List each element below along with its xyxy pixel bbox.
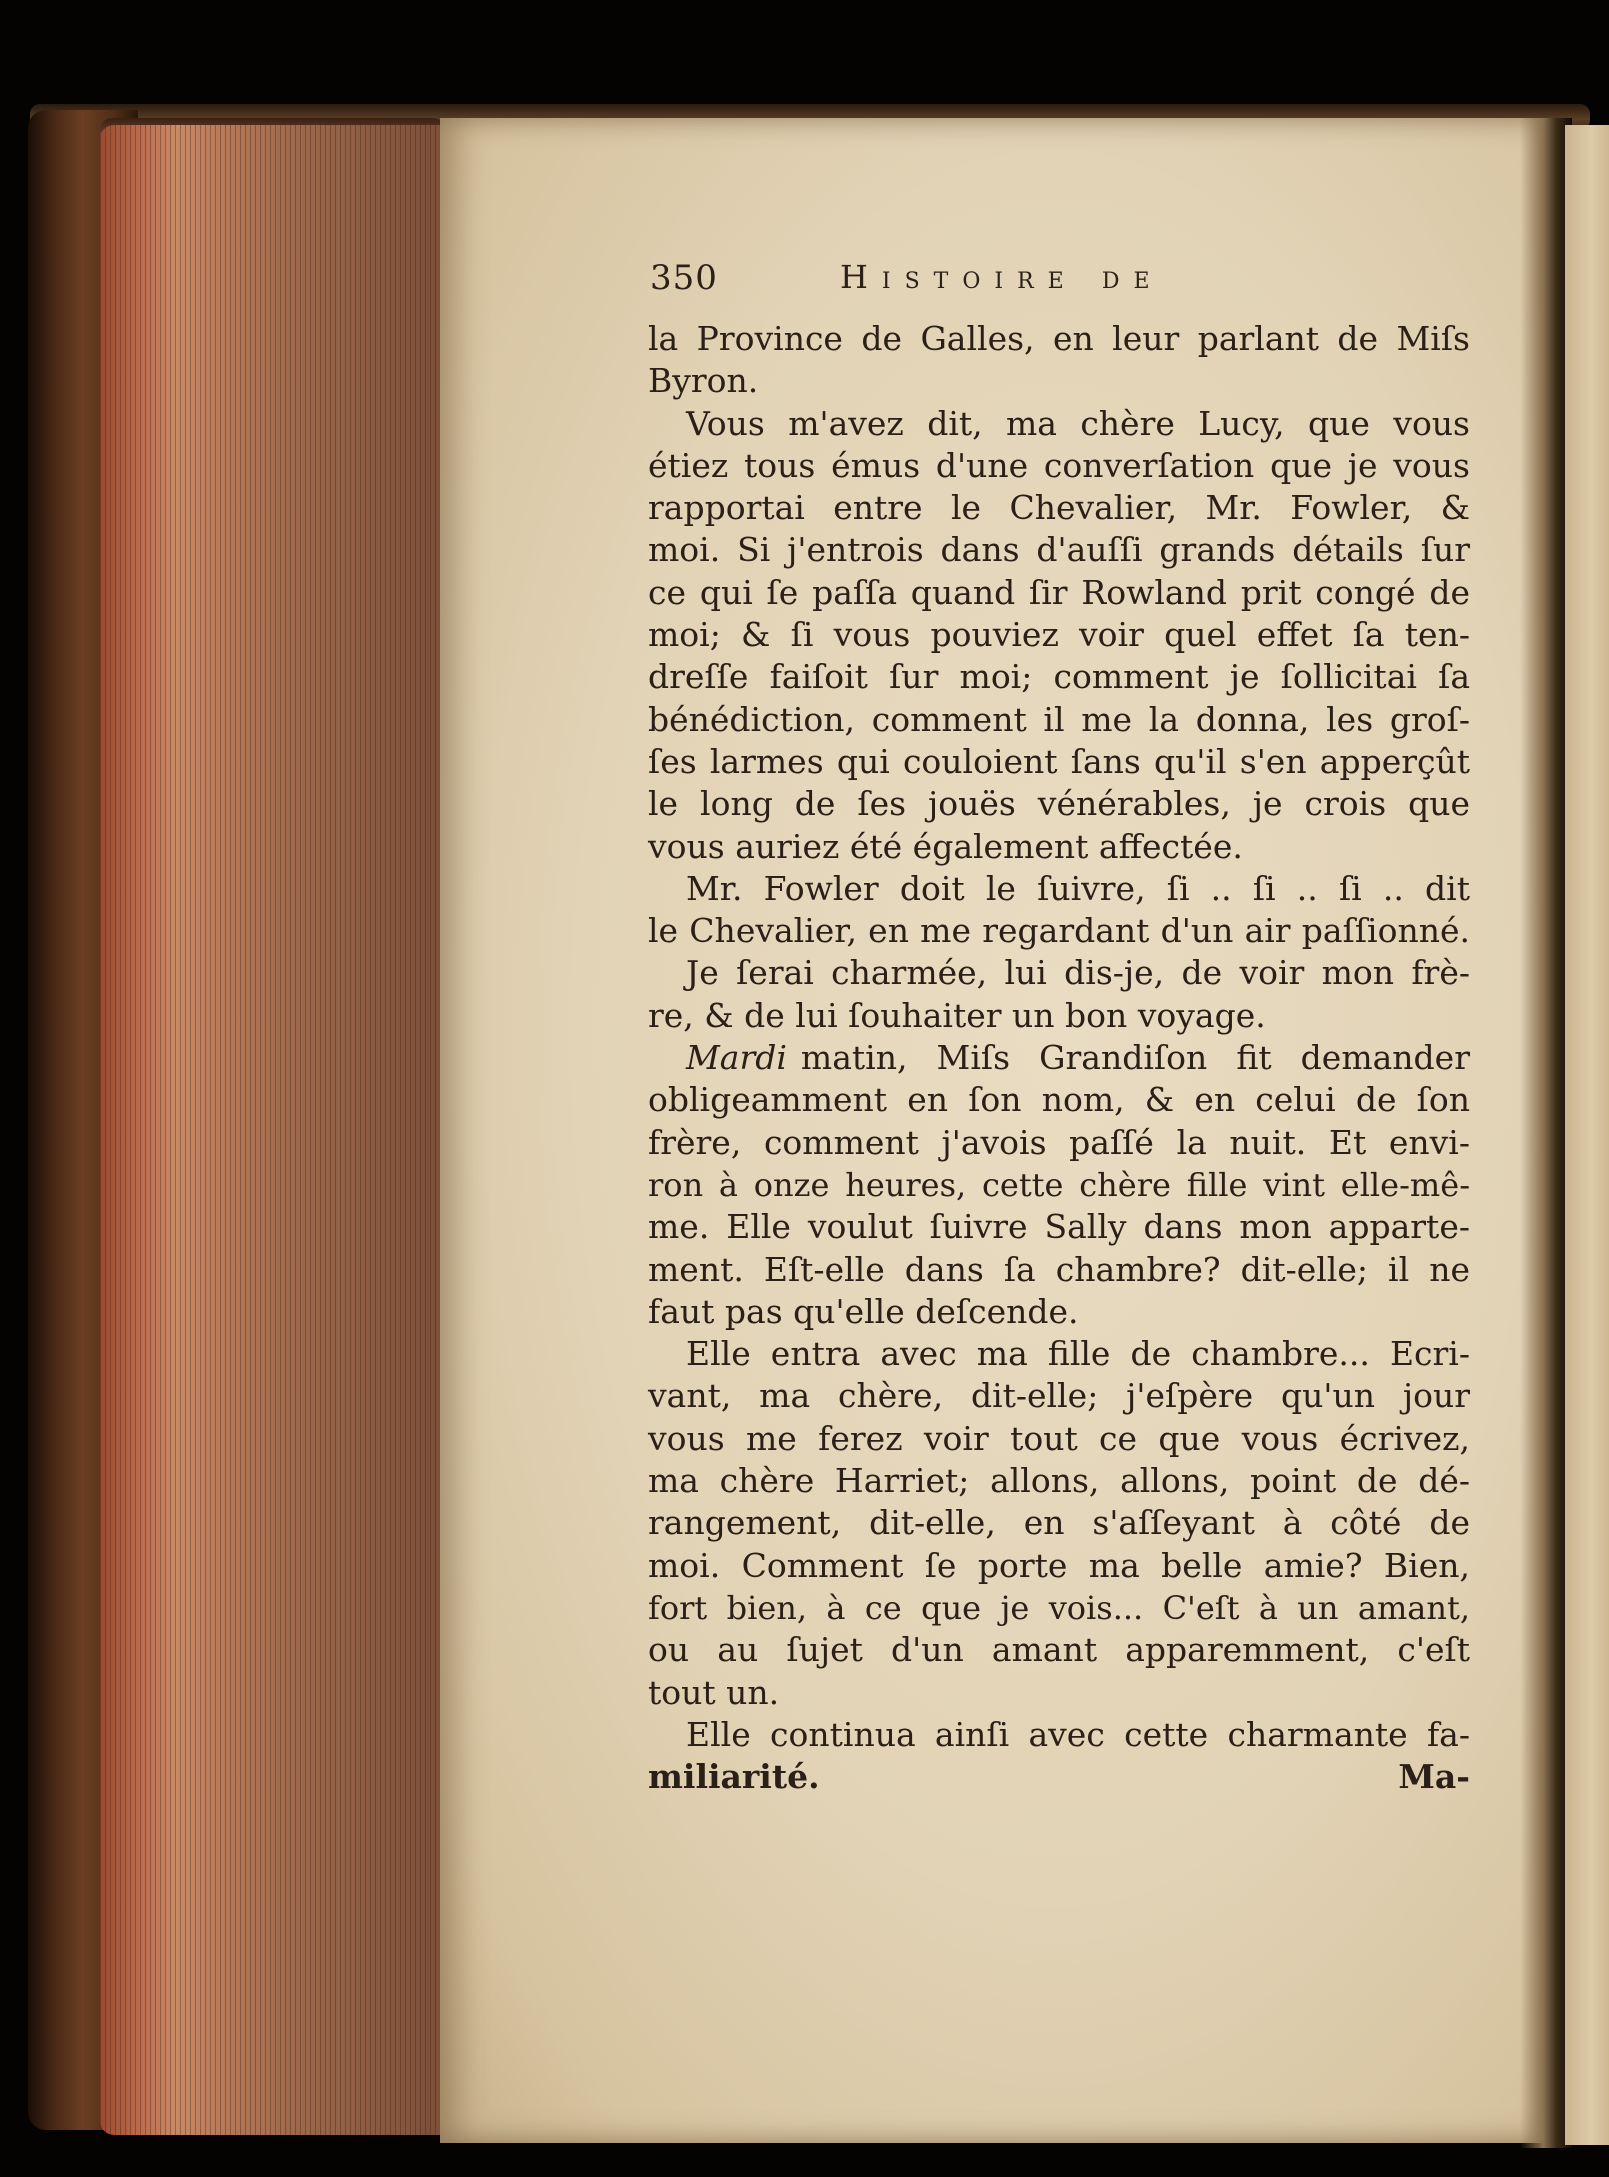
text-line: ſes larmes qui couloient ſans qu'il s'en apperçût (648, 741, 1470, 781)
facing-page-edge (1565, 125, 1609, 2145)
text-line: étiez tous émus d'une converſation que je vous (648, 445, 1470, 485)
text-line: Elle entra avec ma fille de chambre... Ecri- (686, 1334, 1470, 1374)
text-line (648, 1037, 1470, 1079)
text-line: moi. Comment ſe porte ma belle amie? Bien, (648, 1545, 1470, 1585)
text-line: re, & de lui ſouhaiter un bon voyage. (648, 995, 1266, 1035)
text-line: me. Elle voulut ſuivre Sally dans mon apparte- (648, 1207, 1470, 1247)
text-line: ou au ſujet d'un amant apparemment, c'eſt (648, 1630, 1470, 1670)
text-line: ron à onze heures, cette chère fille vint elle-mê- (648, 1165, 1470, 1204)
text-line: vous auriez été également affectée. (648, 826, 1243, 866)
page-header (650, 258, 1315, 308)
text-line: moi. Si j'entrois dans d'auſſi grands détails ſur (648, 530, 1470, 570)
text-line: rangement, dit-elle, en s'aſſeyant à côté de (648, 1503, 1470, 1543)
text-line: rapportai entre le Chevalier, Mr. Fowler, & (648, 488, 1470, 528)
text-line-rest: matin, Miſs Grandiſon fit demander (800, 1038, 1470, 1078)
running-title: Histoire de (840, 258, 1164, 296)
page-number: 350 (650, 258, 718, 298)
page-edges (100, 125, 445, 2135)
text-line: ment. Eſt-elle dans ſa chambre? dit-elle; il ne (648, 1249, 1470, 1289)
text-line-start: miliarité. (648, 1757, 820, 1797)
text-line: moi; & ſi vous pouviez voir quel effet ſa ten- (648, 615, 1470, 655)
text-line: vous me ferez voir tout ce que vous écrivez, (648, 1418, 1470, 1458)
text-line: ce qui ſe paſſa quand ſir Rowland prit congé de (648, 572, 1470, 612)
text-line: Vous m'avez dit, ma chère Lucy, que vous (686, 403, 1470, 443)
text-line: Byron. (648, 361, 759, 401)
catchword: Ma- (1398, 1757, 1470, 1797)
text-line: la Province de Galles, en leur parlant de Miſs (648, 319, 1470, 358)
text-line: dreſſe faiſoit ſur moi; comment je ſollicitai ſa (648, 657, 1470, 697)
text-line: le Chevalier, en me regardant d'un air paſſionné. (648, 911, 1470, 951)
text-line: bénédiction, comment il me la donna, les groſ- (648, 699, 1470, 739)
text-line: Je ſerai charmée, lui dis-je, de voir mon frè- (686, 953, 1470, 993)
text-line: obligeamment en ſon nom, & en celui de ſon (648, 1080, 1470, 1120)
text-line: Mr. Fowler doit le ſuivre, ſi .. ſi .. ſi .. dit (686, 868, 1470, 908)
text-line: tout un. (648, 1672, 780, 1712)
text-line (648, 1756, 1470, 1798)
text-line: ma chère Harriet; allons, allons, point de dé- (648, 1461, 1470, 1501)
text-line: le long de ſes jouës vénérables, je crois que (648, 784, 1470, 824)
text-line: fort bien, à ce que je vois... C'eſt à un amant, (648, 1588, 1470, 1627)
body-text (648, 318, 1470, 1798)
text-line: frère, comment j'avois paſſé la nuit. Et envi- (648, 1122, 1470, 1162)
text-line: faut pas qu'elle deſcende. (648, 1291, 1079, 1331)
text-line: Elle continua ainſi avec cette charmante fa- (686, 1714, 1470, 1754)
italic-day: Mardi (686, 1038, 787, 1078)
text-line: vant, ma chère, dit-elle; j'eſpère qu'un jour (648, 1376, 1470, 1416)
